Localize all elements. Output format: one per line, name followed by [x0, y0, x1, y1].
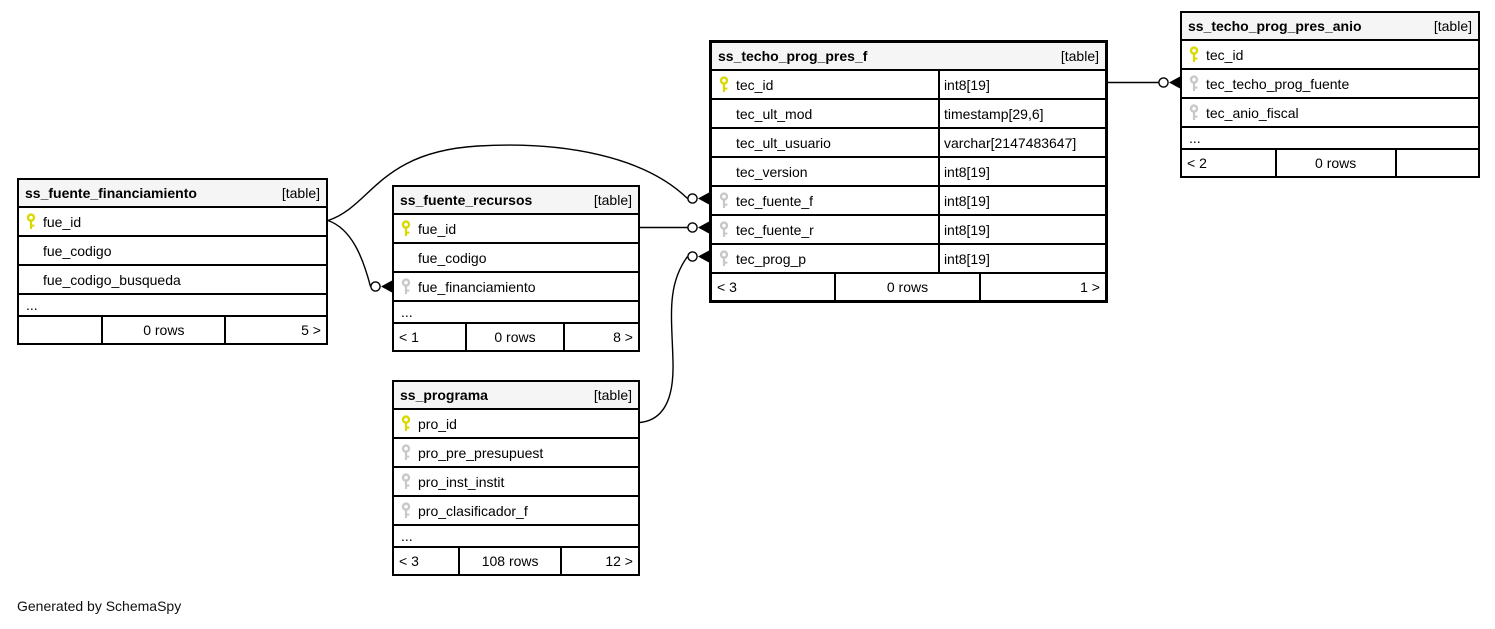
- column-name-cell: [394, 497, 638, 524]
- column-row-tec_ult_mod[interactable]: [712, 100, 1105, 129]
- column-name: pro_pre_presupuest: [418, 444, 544, 461]
- column-row-pro_id[interactable]: [394, 410, 638, 439]
- table-ss_fuente_recursos[interactable]: [392, 185, 640, 352]
- table-name: ss_fuente_financiamiento: [25, 185, 197, 201]
- foreign-key-icon: [399, 473, 414, 490]
- column-name-cell: [712, 187, 940, 214]
- table-name: ss_techo_prog_pres_f: [718, 48, 868, 64]
- column-row-tec_techo_prog_fuente[interactable]: [1182, 70, 1478, 99]
- column-row-pro_inst_instit[interactable]: [394, 468, 638, 497]
- primary-key-icon: [1187, 46, 1202, 63]
- column-row-tec_ult_usuario[interactable]: [712, 129, 1105, 158]
- footer-children-count: 12 >: [605, 553, 633, 569]
- column-name: fue_financiamiento: [418, 278, 536, 295]
- column-row-fue_financiamiento[interactable]: [394, 273, 638, 302]
- fk-marker-tec_fuente_f: [688, 193, 709, 205]
- primary-key-icon: [399, 415, 414, 432]
- column-name-cell: [712, 158, 940, 185]
- footer-parents-count: < 1: [394, 324, 467, 350]
- generated-by-label: Generated by SchemaSpy: [17, 598, 182, 614]
- column-name: fue_id: [418, 220, 457, 237]
- column-type: int8[19]: [943, 76, 990, 93]
- footer-rows-count: 108 rows: [460, 548, 562, 574]
- column-name-cell: [19, 237, 326, 264]
- fk-marker-tec_fuente_r: [688, 222, 709, 234]
- foreign-key-icon: [399, 444, 414, 461]
- table-footer: [394, 324, 638, 350]
- primary-key-icon: [24, 213, 39, 230]
- table-footer: [19, 317, 326, 343]
- footer-parents-count: < 2: [1182, 150, 1277, 176]
- column-type: varchar[2147483647]: [943, 134, 1077, 151]
- table-header[interactable]: [394, 187, 638, 215]
- table-header[interactable]: [19, 180, 326, 208]
- footer-parents-count: [19, 317, 103, 343]
- column-name: pro_clasificador_f: [418, 502, 528, 519]
- column-name-cell: [1182, 70, 1478, 97]
- foreign-key-icon: [399, 278, 414, 295]
- foreign-key-icon: [717, 250, 732, 267]
- primary-key-icon: [399, 220, 414, 237]
- column-name-cell: [712, 129, 940, 156]
- ellipsis-row: ...: [19, 295, 326, 317]
- foreign-key-icon: [399, 502, 414, 519]
- column-name: fue_codigo: [418, 249, 487, 266]
- column-name: tec_fuente_r: [736, 221, 814, 238]
- column-name: pro_inst_instit: [418, 473, 505, 490]
- column-name-cell: [19, 266, 326, 293]
- table-ss_techo_prog_pres_f[interactable]: [709, 40, 1108, 303]
- footer-rows-count: 0 rows: [836, 274, 981, 300]
- table-type-tag: [table]: [593, 387, 632, 403]
- column-name: pro_id: [418, 415, 457, 432]
- column-row-fue_id[interactable]: [394, 215, 638, 244]
- ellipsis-row: ...: [394, 302, 638, 324]
- column-name-cell: [394, 244, 638, 271]
- column-row-pro_pre_presupuest[interactable]: [394, 439, 638, 468]
- column-name: tec_id: [1206, 46, 1244, 63]
- column-row-tec_id[interactable]: [712, 71, 1105, 100]
- table-type-tag: [table]: [593, 192, 632, 208]
- column-name-cell: [394, 215, 638, 242]
- column-row-tec_anio_fiscal[interactable]: [1182, 99, 1478, 128]
- column-name-cell: [394, 468, 638, 495]
- foreign-key-icon: [717, 192, 732, 209]
- table-header[interactable]: [394, 382, 638, 410]
- footer-children-count: 1 >: [1080, 279, 1100, 295]
- column-row-pro_clasificador_f[interactable]: [394, 497, 638, 526]
- primary-key-icon: [717, 76, 732, 93]
- fk-marker-tec_prog_p: [688, 251, 709, 263]
- column-name: tec_anio_fiscal: [1206, 104, 1299, 121]
- column-type: int8[19]: [943, 250, 990, 267]
- column-name-cell: [1182, 99, 1478, 126]
- column-name-cell: [394, 439, 638, 466]
- footer-rows-count: 0 rows: [1277, 150, 1397, 176]
- column-name: fue_codigo_busqueda: [43, 271, 181, 288]
- column-row-tec_fuente_r[interactable]: [712, 216, 1105, 245]
- table-type-tag: [table]: [1060, 48, 1099, 64]
- column-name-cell: [712, 71, 940, 98]
- edge-tec_prog_p: [640, 257, 688, 423]
- footer-rows-count: 0 rows: [467, 324, 565, 350]
- table-type-tag: [table]: [281, 185, 320, 201]
- column-name: tec_fuente_f: [736, 192, 814, 209]
- footer-children-count: 5 >: [301, 322, 321, 338]
- table-ss_fuente_financiamiento[interactable]: [17, 178, 328, 345]
- table-footer: [394, 548, 638, 574]
- column-name: tec_techo_prog_fuente: [1206, 75, 1350, 92]
- fk-marker-tec_techo_prog_fuente: [1159, 77, 1180, 89]
- foreign-key-icon: [1187, 75, 1202, 92]
- table-ss_programa[interactable]: [392, 380, 640, 576]
- column-row-tec_id[interactable]: [1182, 41, 1478, 70]
- foreign-key-icon: [717, 221, 732, 238]
- column-type: int8[19]: [943, 192, 990, 209]
- column-name-cell: [394, 273, 638, 300]
- column-row-fue_id[interactable]: [19, 208, 326, 237]
- table-footer: [712, 274, 1105, 300]
- column-name: tec_ult_usuario: [736, 134, 831, 151]
- footer-rows-count: 0 rows: [103, 317, 226, 343]
- table-name: ss_programa: [400, 387, 488, 403]
- footer-parents-count: < 3: [394, 548, 460, 574]
- column-name-cell: [712, 100, 940, 127]
- table-footer: [1182, 150, 1478, 176]
- footer-children-count: [1397, 150, 1478, 176]
- column-row-fue_codigo_busqueda[interactable]: [19, 266, 326, 295]
- column-row-fue_codigo[interactable]: [394, 244, 638, 273]
- foreign-key-icon: [1187, 104, 1202, 121]
- column-name: tec_prog_p: [736, 250, 807, 267]
- column-name: fue_codigo: [43, 242, 112, 259]
- column-type: timestamp[29,6]: [943, 105, 1044, 122]
- column-name-cell: [712, 245, 940, 272]
- ellipsis-row: ...: [394, 526, 638, 548]
- column-name: tec_id: [736, 76, 774, 93]
- column-name-cell: [1182, 41, 1478, 68]
- table-type-tag: [table]: [1433, 18, 1472, 34]
- column-row-fue_codigo[interactable]: [19, 237, 326, 266]
- table-header[interactable]: [1182, 13, 1478, 41]
- column-name: tec_version: [736, 163, 808, 180]
- table-name: ss_fuente_recursos: [400, 192, 533, 208]
- column-name-cell: [394, 410, 638, 437]
- column-name-cell: [19, 208, 326, 235]
- edge-fue_financiamiento: [328, 221, 371, 287]
- column-name: tec_ult_mod: [736, 105, 813, 122]
- table-header[interactable]: [712, 43, 1105, 71]
- table-name: ss_techo_prog_pres_anio: [1188, 18, 1362, 34]
- ellipsis-row: ...: [1182, 128, 1478, 150]
- footer-parents-count: < 3: [712, 274, 836, 300]
- column-row-tec_fuente_f[interactable]: [712, 187, 1105, 216]
- column-name-cell: [712, 216, 940, 243]
- table-ss_techo_prog_pres_anio[interactable]: [1180, 11, 1480, 178]
- column-row-tec_version[interactable]: [712, 158, 1105, 187]
- column-name: fue_id: [43, 213, 82, 230]
- column-type: int8[19]: [943, 163, 990, 180]
- column-row-tec_prog_p[interactable]: [712, 245, 1105, 274]
- fk-marker-fue_financiamiento: [371, 281, 392, 293]
- footer-children-count: 8 >: [613, 329, 633, 345]
- column-type: int8[19]: [943, 221, 990, 238]
